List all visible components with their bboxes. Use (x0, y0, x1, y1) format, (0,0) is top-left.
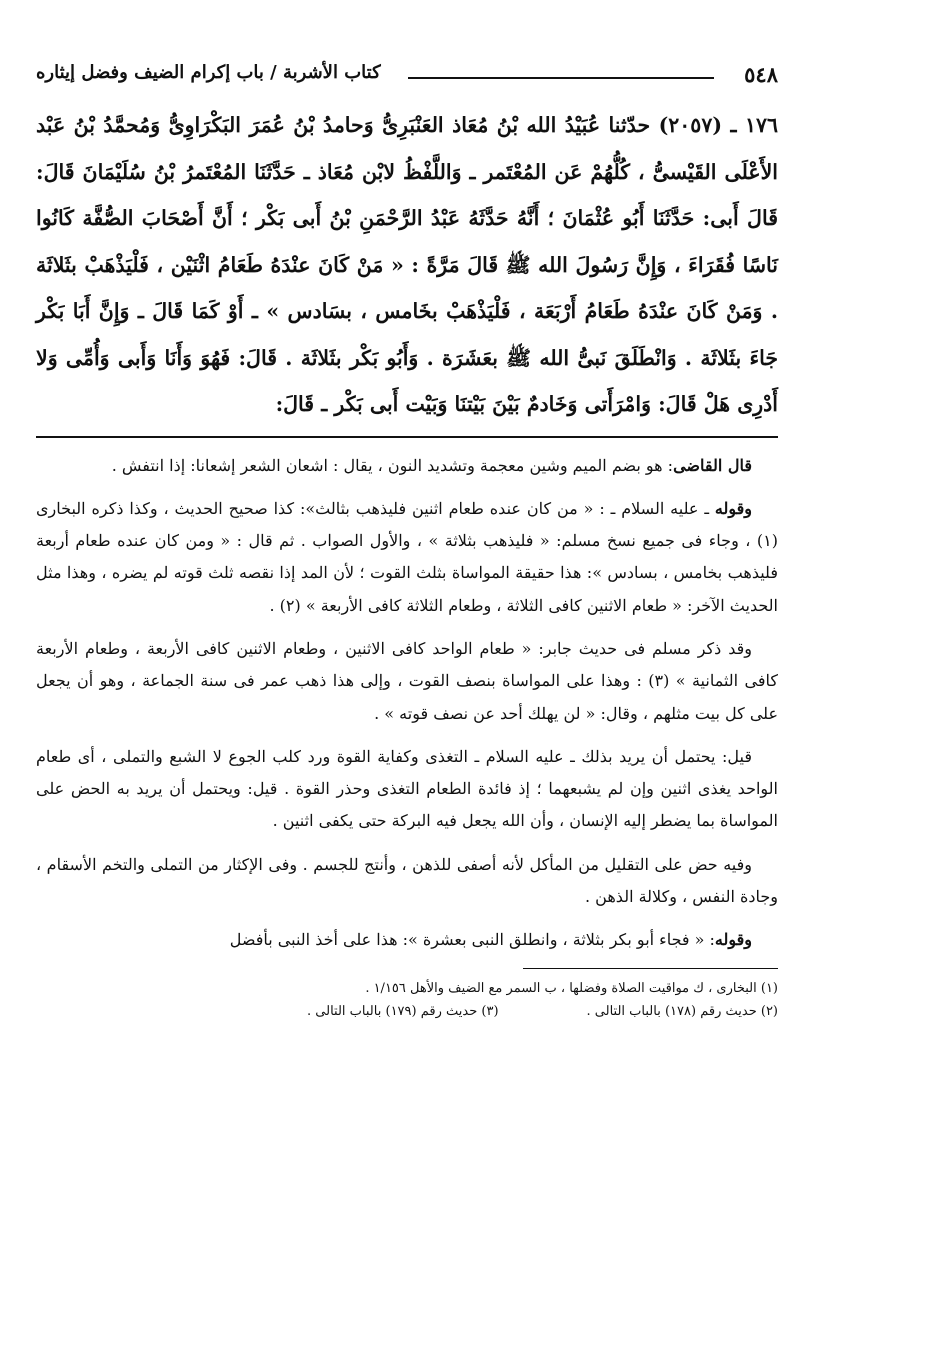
section-divider (36, 436, 778, 438)
footnotes (36, 977, 778, 1023)
footnote-3: (٣) حديث رقم (١٧٩) بالباب التالى . (307, 1003, 499, 1019)
commentary-paragraph (36, 741, 778, 838)
commentary-paragraph (36, 493, 778, 622)
header-rule (408, 77, 714, 79)
paragraph-text: ـ عليه السلام ـ : « من كان عنده طعام اثنين فليذهب بثالث»: كذا صحيح الحديث ، وكذا ذكره البخارى (١) ، وجاء فى جميع نسخ مسلم: « فليذهب بثلاثة » ، والأول الصواب . ثم قال : « ومن كان عنده طعام أربعة فليذهب بخامس ، بسادس »: هذا حقيقة المواساة بثلث القوت ؛ لأن المد إذا نقصه ثلث قوته لم يضره ، وهذا مثل الحديث الآخر: « طعام الاثنين كافى الثلاثة ، وطعام الثلاثة كافى الأربعة » (٢) . (36, 498, 778, 615)
running-title: كتاب الأشربة / باب إكرام الضيف وفضل إيثاره (36, 62, 381, 83)
book-page (36, 60, 778, 1023)
commentary (36, 450, 778, 957)
footnote-1: (١) البخارى ، ك مواقيت الصلاة وفضلها ، ب السمر مع الضيف والأهل ١/١٥٦ . (365, 980, 778, 996)
commentary-paragraph (36, 849, 778, 914)
page-header (36, 60, 778, 94)
hadith-text: ١٧٦ ـ (٢٠٥٧) حدّثنا عُبَيْدُ الله بْنُ مُعَاذ العَنْبَرِىُّ وَحامدُ بْنُ عُمَرَ البَكْرَاوِىُّ وَمُحمَّدُ بْنُ عَبْد الأَعْلَى القَيْسىُّ ، كُلُّهُمْ عَن المُعْتَمر ـ وَاللَّفْظُ لابْن مُعَاذ ـ حَدَّثَنَا المُعْتَمرُ بْنُ سُلَيْمَانَ قَالَ: قَالَ أَبى: حَدَّثَنَا أَبُو عُثْمَانَ ؛ أَنَّهُ حَدَّثَهُ عَبْدُ الرَّحْمَنِ بْنُ أَبى بَكْر ؛ أَنَّ أَصْحَابَ الصُّفَّة كَانُوا نَاسًا فُقَرَاءَ ، وَإِنَّ رَسُولَ الله ﷺ قَالَ مَرَّةً : « مَنْ كَانَ عنْدَهُ طَعَامُ اثْنَيْن ، فَلْيَذْهَبْ بثَلاثَة . وَمَنْ كَانَ عنْدَهُ طَعَامُ أَرْبَعَة ، فَلْيَذْهَبْ بخَامس ، بسَادس » ـ أَوْ كَمَا قَالَ ـ وَإِنَّ أَبَا بَكْر جَاءَ بثَلاثَة . وَانْطَلَقَ نَبىُّ الله ﷺ بعَشَرَة . وَأَبُو بَكْر بثَلاثَة . قَالَ: فَهُوَ وَأَنَا وَأَبى وَأُمِّى وَلا أَدْرِى هَلْ قَالَ: وَامْرَأَتى وَخَادمٌ بَيْنَ بَيْتنَا وَبَيْت أَبى بَكْر ـ قَالَ: (36, 113, 778, 416)
paragraph-text: : « فجاء أبو بكر بثلاثة ، وانطلق النبى بعشرة »: هذا على أخذ النبى بأفضل (229, 930, 715, 950)
paragraph-text: قيل: يحتمل أن يريد بذلك ـ عليه السلام ـ التغذى وكفاية القوة ورد كلب الجوع لا الشبع والتملى ، أى طعام الواحد يغذى اثنين وإن لم يشبعهما ؛ إذ فائدة الطعام التغذى وحذر القوة . قيل: ويحتمل أن يريد به الحض على المواساة بما يضطر إليه الإنسان ، وأن الله يجعل فيه البركة حتى يكفى اثنين . (36, 746, 778, 831)
page-number: ٥٤٨ (744, 62, 778, 87)
footnote-row (36, 1000, 778, 1023)
paragraph-lead: قال القاضى (673, 455, 752, 475)
paragraph-lead: وقوله (714, 498, 752, 518)
footnote-2: (٢) حديث رقم (١٧٨) بالباب التالى . (586, 1003, 778, 1019)
commentary-paragraph (36, 924, 778, 956)
paragraph-text: وقد ذكر مسلم فى حديث جابر: « طعام الواحد كافى الاثنين ، وطعام الاثنين كافى الأربعة ، وطعام الأربعة كافى الثمانية » (٣) : وهذا على المواساة بنصف القوت ، وإلى هذا ذهب عمر فى سنة الجماعة ، وهو أن يجعل على كل بيت مثلهم ، وقال: « لن يهلك أحد عن نصف قوته » . (36, 638, 778, 723)
paragraph-text: : هو بضم الميم وشين معجمة وتشديد النون ، يقال : اشعان الشعر إشعانا: إذا انتفش . (111, 455, 674, 475)
footnote-rule (523, 968, 778, 969)
paragraph-text: وفيه حض على التقليل من المأكل لأنه أصفى للذهن ، وأنتج للجسم . وفى الإكثار من التملى والتخم الأسقام ، وجادة النفس ، وكلالة الذهن . (36, 854, 778, 907)
commentary-paragraph (36, 450, 778, 482)
commentary-paragraph (36, 633, 778, 730)
paragraph-lead: وقوله (714, 930, 752, 950)
